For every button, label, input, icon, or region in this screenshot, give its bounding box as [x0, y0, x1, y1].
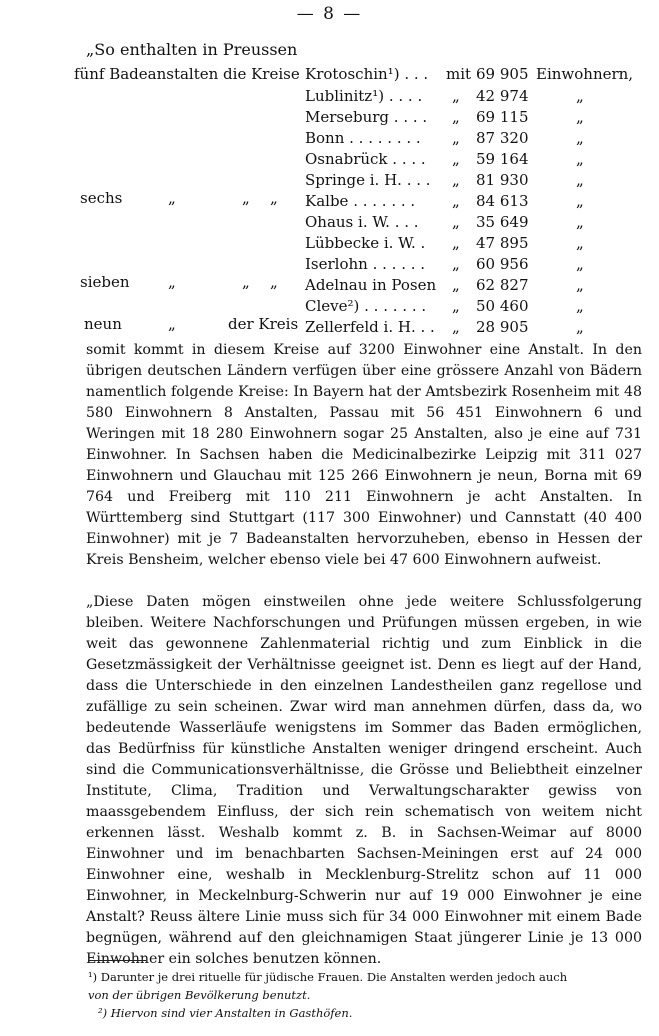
table-row-quote: „: [452, 192, 460, 210]
table-row-value: 50 460: [476, 297, 529, 315]
table-row-quote: „: [452, 129, 460, 147]
table-row-place: Adelnau in Posen: [305, 276, 437, 294]
table-row-value: 60 956: [476, 255, 529, 273]
table-row-unit: „: [576, 276, 584, 294]
table-row-unit: „: [576, 171, 584, 189]
footnote-2: [98, 1004, 654, 1022]
table-row-quote: „: [452, 234, 460, 252]
table-row-place: Kalbe . . . . . . .: [305, 192, 416, 210]
table-row-value: 69 115: [476, 108, 529, 126]
table-row-quote: „: [452, 255, 460, 273]
sechs-quote-3: „: [270, 189, 278, 207]
table-row-value: 81 930: [476, 171, 529, 189]
table-row-quote: „: [452, 276, 460, 294]
table-row-value: 62 827: [476, 276, 529, 294]
table-row-place: Lublinitz¹) . . . .: [305, 87, 423, 105]
table-row-value: 35 649: [476, 213, 529, 231]
table-row-value: 42 974: [476, 87, 529, 105]
footnote-1b: [88, 986, 644, 1004]
table-row-place: Osnabrück . . . .: [305, 150, 426, 168]
paragraph-1-text: somit kommt in diesem Kreise auf 3200 Einwohner eine Anstalt. In den übrigen deutschen Ländern verfügen über eine grössere Anzahl von Bädern namentlich folgende Kreise: In Bayern hat der Amtsbezirk Rosenheim mit 48 580 Einwohnern 8 Anstalten, Passau mit 56 451 Einwohnern 6 und Weringen mit 18 280 Einwohnern sogar 25 Anstalten, also je eine auf 731 Einwohner. In Sachsen haben die Medicinalbezirke Leipzig mit 311 027 Einwohnern und Glauchau mit 125 266 Einwohnern je neun, Borna mit 69 764 und Freiberg mit 110 211 Einwohnern je acht Anstalten. In Württemberg sind Stuttgart (117 300 Einwohner) und Cannstatt (40 400 Einwohner) mit je 7 Badeanstalten hervorzuheben, ebenso in Hessen der Kreis Bensheim, welcher ebenso viele bei 47 600 Einwohnern aufweist.: [86, 342, 642, 568]
table-row-quote: „: [452, 150, 460, 168]
table-row-unit: „: [576, 234, 584, 252]
table-row-quote: „: [452, 171, 460, 189]
sieben-quote-2: „: [242, 273, 250, 291]
sechs-label: sechs: [80, 189, 123, 207]
table-row-place: Bonn . . . . . . . .: [305, 129, 421, 147]
table-row-quote: „: [452, 297, 460, 315]
neun-quote: „: [168, 315, 176, 333]
table-row-unit: „: [576, 255, 584, 273]
table-row-place: Krotoschin¹) . . .: [305, 65, 429, 83]
footnote-rule: [88, 960, 146, 961]
table-row-unit: „: [576, 213, 584, 231]
paragraph-2-text: „Diese Daten mögen einstweilen ohne jede weitere Schlussfolgerung bleiben. Weitere Nachforschungen und Prüfungen müssen ergeben, in wie weit das gewonnene Zahlenmaterial richtig und zum Einblick in die Gesetzmässigkeit der Verhältnisse geeignet ist. Denn es liegt auf der Hand, dass die Unterschiede in den einzelnen Landestheilen ganz regellose und zufällige zu sein scheinen. Zwar wird man annehmen dürfen, dass da, wo bedeutende Wasserläufe wenigstens im Sommer das Baden ermöglichen, das Bedürfniss für künstliche Anstalten weniger dringend erscheint. Auch sind die Communicationsverhältnisse, die Grösse und Beliebtheit einzelner Institute, Clima, Tradition und Verwaltungscharakter gewiss von maassgebendem Einfluss, der sich rein schematisch von weitem nicht erkennen lässt. Weshalb kommt z. B. in Sachsen-Weimar auf 8000 Einwohner und im benachbarten Sachsen-Meiningen erst auf 24 000 Einwohner eine, weshalb in Mecklenburg-Strelitz schon auf 11 000 Einwohner, in Meckelnburg-Schwerin nur auf 19 000 Einwohner je eine Anstalt? Reuss ältere Linie muss sich für 34 000 Einwohner mit einem Bade begnügen, während auf den gleichnamigen Staat jüngerer Linie je 13 000 Einwohner ein solches benutzen können.: [86, 594, 642, 967]
footnote-2-text: ²) Hiervon sind vier Anstalten in Gasthöfen.: [98, 1006, 353, 1020]
neun-label: neun: [84, 315, 122, 333]
table-row-unit: „: [576, 87, 584, 105]
table-row-value: 69 905: [476, 65, 529, 83]
table-row-place: Cleve²) . . . . . . .: [305, 297, 427, 315]
table-row-value: 47 895: [476, 234, 529, 252]
table-row-quote: „: [452, 108, 460, 126]
table-row-first-left: fünf Badeanstalten die Kreise: [74, 65, 300, 83]
table-row-value: 59 164: [476, 150, 529, 168]
table-row-place: Iserlohn . . . . . .: [305, 255, 426, 273]
sieben-label: sieben: [80, 273, 130, 291]
table-row-place: Merseburg . . . .: [305, 108, 428, 126]
table-row-unit: Einwohnern,: [536, 65, 634, 83]
table-row-mit: mit: [446, 65, 472, 83]
table-row-place: Zellerfeld i. H. . .: [305, 318, 435, 336]
table-row-place: Ohaus i. W. . . .: [305, 213, 419, 231]
page-number: — 8 —: [296, 4, 363, 24]
table-row-unit: „: [576, 318, 584, 336]
table-row-quote: „: [452, 213, 460, 231]
sechs-quote-2: „: [242, 189, 250, 207]
table-row-value: 84 613: [476, 192, 529, 210]
table-row-unit: „: [576, 297, 584, 315]
sieben-quote-1: „: [168, 273, 176, 291]
table-row-unit: „: [576, 192, 584, 210]
footnote-1b-text: von der übrigen Bevölkerung benutzt.: [88, 988, 311, 1002]
table-row-unit: „: [576, 150, 584, 168]
table-row-quote: „: [452, 87, 460, 105]
paragraph-2: [86, 592, 642, 970]
table-row-quote: „: [452, 318, 460, 336]
paragraph-1: [86, 340, 642, 571]
table-row-place: Lübbecke i. W. .: [305, 234, 426, 252]
table-row-place: Springe i. H. . . .: [305, 171, 431, 189]
table-row-value: 28 905: [476, 318, 529, 336]
neun-kreis: der Kreis: [228, 315, 299, 333]
table-row-unit: „: [576, 129, 584, 147]
table-row-unit: „: [576, 108, 584, 126]
table-row-value: 87 320: [476, 129, 529, 147]
sechs-quote-1: „: [168, 189, 176, 207]
intro-line: „So enthalten in Preussen: [86, 40, 298, 59]
footnote-1a: ¹) Darunter je drei rituelle für jüdische Frauen. Die Anstalten werden jedoch auch: [88, 970, 568, 984]
sieben-quote-3: „: [270, 273, 278, 291]
